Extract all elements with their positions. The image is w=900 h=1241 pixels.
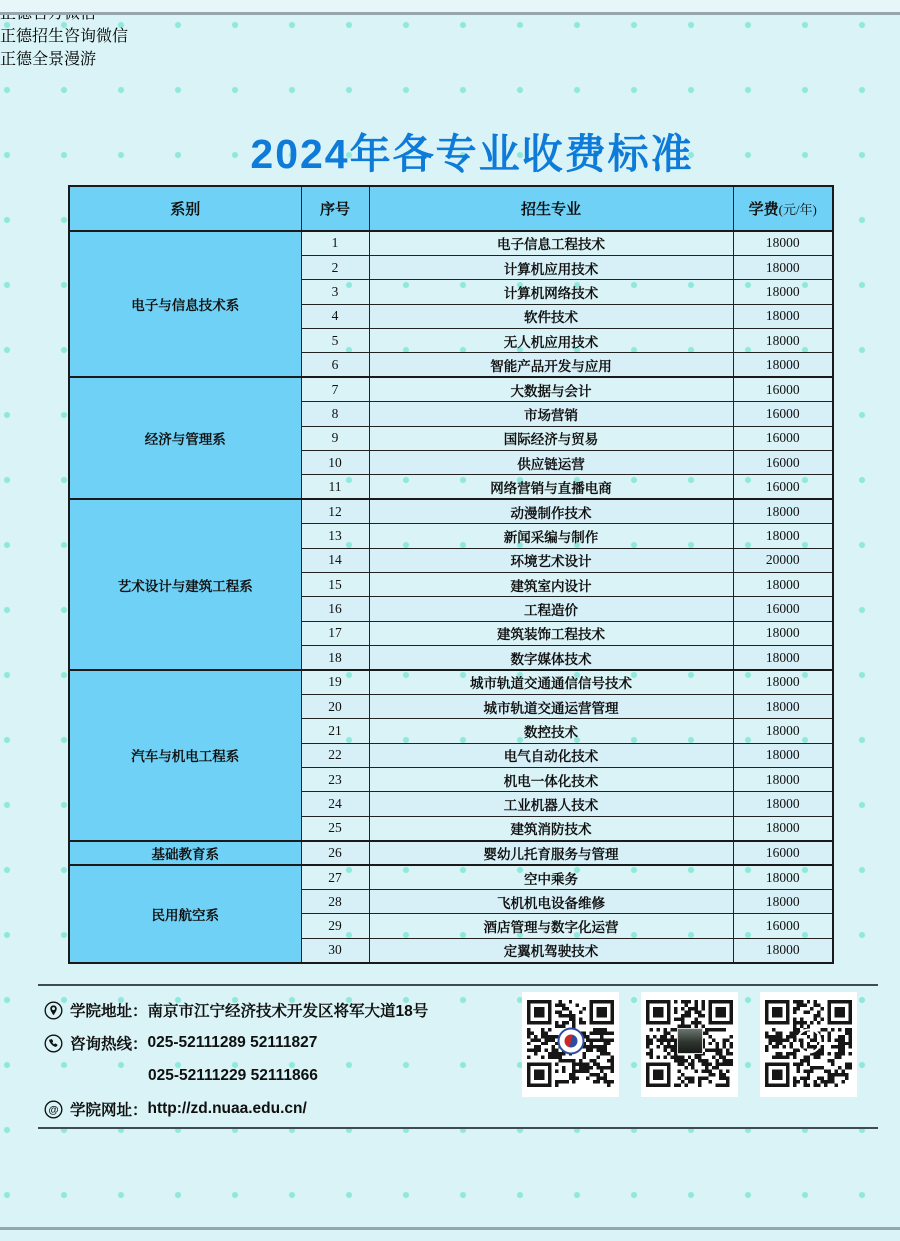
row-number-cell: 1 (301, 231, 369, 255)
row-number-cell: 7 (301, 377, 369, 401)
row-number-cell: 30 (301, 938, 369, 962)
building-photo-logo (677, 1028, 703, 1054)
fee-cell: 16000 (733, 914, 833, 938)
major-cell: 市场营销 (369, 402, 733, 426)
qr-label-admissions: 正德招生咨询微信 (0, 28, 129, 45)
fee-cell: 18000 (733, 572, 833, 596)
fee-cell: 18000 (733, 304, 833, 328)
at-icon (44, 1100, 63, 1119)
hotline-value-1: 025-52111289 52111827 (147, 1034, 318, 1051)
major-cell: 计算机网络技术 (369, 280, 733, 304)
fee-cell: 18000 (733, 353, 833, 377)
row-number-cell: 11 (301, 475, 369, 499)
major-cell: 电子信息工程技术 (369, 231, 733, 255)
row-number-cell: 12 (301, 499, 369, 523)
major-cell: 计算机应用技术 (369, 255, 733, 279)
hotline-label: 咨询热线： (70, 1036, 148, 1053)
svg-text:@: @ (48, 1104, 59, 1116)
row-number-cell: 8 (301, 402, 369, 426)
fee-cell: 16000 (733, 451, 833, 475)
fee-cell: 16000 (733, 475, 833, 499)
header-fee-unit: (元/年) (778, 202, 817, 217)
row-number-cell: 29 (301, 914, 369, 938)
table-header-row (69, 186, 833, 231)
major-cell: 建筑消防技术 (369, 816, 733, 840)
hotline-row (44, 1032, 504, 1054)
fee-cell: 16000 (733, 841, 833, 865)
major-cell: 飞机机电设备维修 (369, 890, 733, 914)
fee-cell: 16000 (733, 597, 833, 621)
fee-cell: 18000 (733, 670, 833, 694)
row-number-cell: 21 (301, 719, 369, 743)
fees-table-body (69, 231, 833, 963)
top-divider-line (0, 12, 900, 15)
fee-cell: 18000 (733, 719, 833, 743)
major-cell: 软件技术 (369, 304, 733, 328)
fee-cell: 18000 (733, 329, 833, 353)
fee-cell: 18000 (733, 621, 833, 645)
row-number-cell: 6 (301, 353, 369, 377)
department-cell: 电子与信息技术系 (69, 231, 301, 377)
major-cell: 建筑室内设计 (369, 572, 733, 596)
row-number-cell: 27 (301, 865, 369, 889)
page-title-text: 2024年各专业收费标准 (250, 131, 694, 177)
header-no: 序号 (301, 186, 369, 231)
fee-cell: 18000 (733, 524, 833, 548)
row-number-cell: 2 (301, 255, 369, 279)
row-number-cell: 20 (301, 694, 369, 718)
row-number-cell: 18 (301, 646, 369, 670)
major-cell: 工业机器人技术 (369, 792, 733, 816)
row-number-cell: 4 (301, 304, 369, 328)
row-number-cell: 26 (301, 841, 369, 865)
major-cell: 环境艺术设计 (369, 548, 733, 572)
website-value: http://zd.nuaa.edu.cn/ (147, 1100, 307, 1117)
major-cell: 数字媒体技术 (369, 646, 733, 670)
major-cell: 婴幼儿托育服务与管理 (369, 841, 733, 865)
footer-top-divider (38, 984, 878, 986)
fee-cell: 16000 (733, 426, 833, 450)
address-row (44, 999, 504, 1021)
bottom-divider-line (0, 1227, 900, 1230)
table-row (69, 377, 833, 401)
major-cell: 供应链运营 (369, 451, 733, 475)
department-cell: 基础教育系 (69, 841, 301, 865)
fee-cell: 16000 (733, 377, 833, 401)
address-label: 学院地址： (70, 1003, 148, 1020)
college-emblem-logo (557, 1028, 584, 1055)
table-row (69, 865, 833, 889)
table-row (69, 231, 833, 255)
qr-label-panorama: 正德全景漫游 (0, 51, 97, 68)
row-number-cell: 9 (301, 426, 369, 450)
major-cell: 新闻采编与制作 (369, 524, 733, 548)
page-title (0, 121, 900, 180)
qr-code-official-wechat (522, 992, 619, 1097)
table-row (69, 499, 833, 523)
row-number-cell: 15 (301, 572, 369, 596)
major-cell: 动漫制作技术 (369, 499, 733, 523)
fee-cell: 18000 (733, 743, 833, 767)
row-number-cell: 19 (301, 670, 369, 694)
qr-code-admissions-wechat (641, 992, 738, 1097)
major-cell: 无人机应用技术 (369, 329, 733, 353)
fee-cell: 18000 (733, 499, 833, 523)
header-major: 招生专业 (369, 186, 733, 231)
location-icon (44, 1001, 63, 1020)
website-row (44, 1098, 504, 1120)
major-cell: 网络营销与直播电商 (369, 475, 733, 499)
row-number-cell: 17 (301, 621, 369, 645)
major-cell: 电气自动化技术 (369, 743, 733, 767)
row-number-cell: 3 (301, 280, 369, 304)
row-number-cell: 5 (301, 329, 369, 353)
major-cell: 城市轨道交通通信信号技术 (369, 670, 733, 694)
major-cell: 酒店管理与数字化运营 (369, 914, 733, 938)
footer-bottom-divider (38, 1127, 878, 1129)
major-cell: 工程造价 (369, 597, 733, 621)
hotline-row-2 (44, 1065, 504, 1087)
row-number-cell: 10 (301, 451, 369, 475)
qr-code-panorama (760, 992, 857, 1097)
row-number-cell: 28 (301, 890, 369, 914)
row-number-cell: 24 (301, 792, 369, 816)
fee-cell: 18000 (733, 890, 833, 914)
major-cell: 机电一体化技术 (369, 768, 733, 792)
header-fee-text: 学费 (748, 201, 779, 218)
row-number-cell: 13 (301, 524, 369, 548)
fee-cell: 18000 (733, 280, 833, 304)
fee-cell: 16000 (733, 402, 833, 426)
fee-cell: 18000 (733, 938, 833, 962)
fee-cell: 18000 (733, 792, 833, 816)
major-cell: 智能产品开发与应用 (369, 353, 733, 377)
address-value: 南京市江宁经济技术开发区将军大道18号 (147, 1003, 429, 1020)
major-cell: 定翼机驾驶技术 (369, 938, 733, 962)
top-strip (0, 0, 900, 12)
table-row (69, 670, 833, 694)
fee-cell: 18000 (733, 865, 833, 889)
fee-cell: 18000 (733, 231, 833, 255)
major-cell: 大数据与会计 (369, 377, 733, 401)
fee-cell: 18000 (733, 768, 833, 792)
panorama-globe-logo (796, 1029, 821, 1054)
department-cell: 汽车与机电工程系 (69, 670, 301, 841)
row-number-cell: 14 (301, 548, 369, 572)
major-cell: 国际经济与贸易 (369, 426, 733, 450)
fee-cell: 18000 (733, 646, 833, 670)
department-cell: 民用航空系 (69, 865, 301, 963)
major-cell: 城市轨道交通运营管理 (369, 694, 733, 718)
header-dept: 系别 (69, 186, 301, 231)
row-number-cell: 23 (301, 768, 369, 792)
row-number-cell: 16 (301, 597, 369, 621)
fee-cell: 20000 (733, 548, 833, 572)
major-cell: 空中乘务 (369, 865, 733, 889)
major-cell: 建筑装饰工程技术 (369, 621, 733, 645)
fees-table (68, 185, 834, 964)
major-cell: 数控技术 (369, 719, 733, 743)
phone-icon (44, 1034, 63, 1053)
fee-cell: 18000 (733, 694, 833, 718)
website-label: 学院网址： (70, 1102, 148, 1119)
department-cell: 艺术设计与建筑工程系 (69, 499, 301, 670)
fee-cell: 18000 (733, 255, 833, 279)
contact-block (44, 999, 504, 1131)
row-number-cell: 22 (301, 743, 369, 767)
row-number-cell: 25 (301, 816, 369, 840)
hotline-value-2: 025-52111229 52111866 (148, 1067, 318, 1084)
department-cell: 经济与管理系 (69, 377, 301, 499)
fee-cell: 18000 (733, 816, 833, 840)
header-fee (733, 186, 833, 231)
table-row (69, 841, 833, 865)
